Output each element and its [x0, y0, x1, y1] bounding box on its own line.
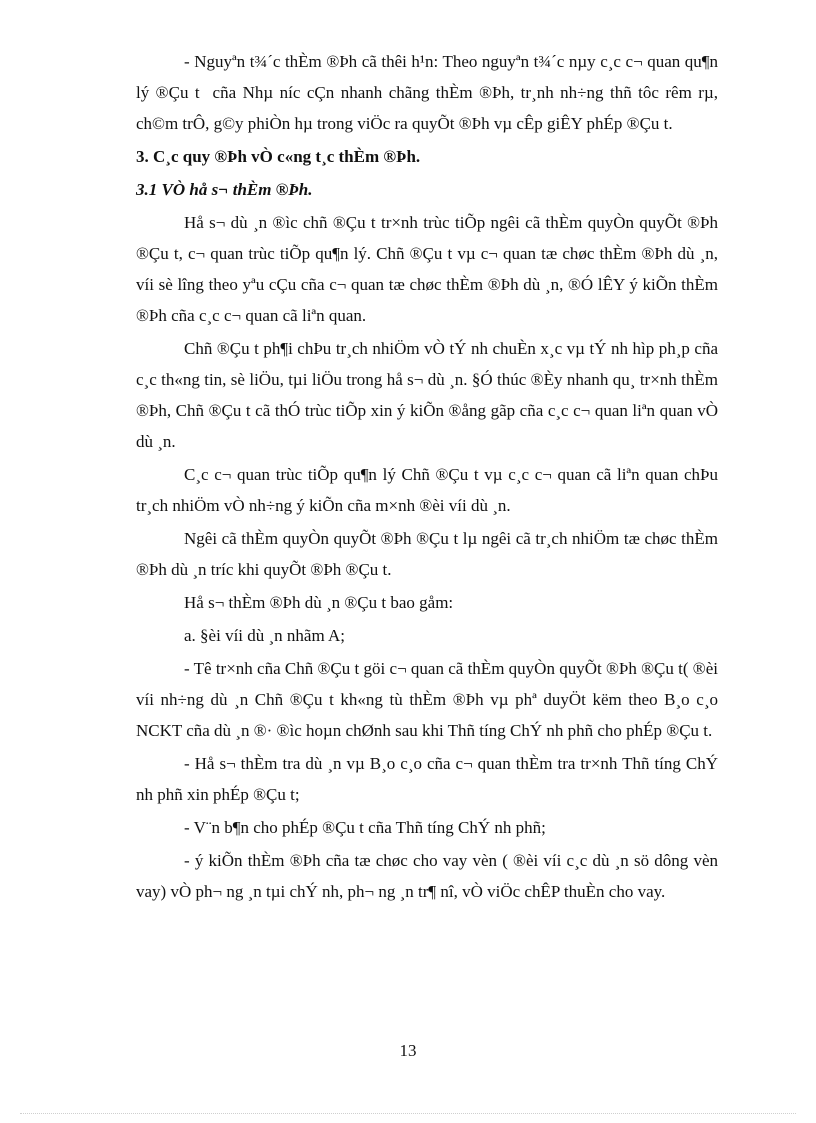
paragraph-principle-time: - Nguyªn t¾´c thÈm ®Þh cã thêi h¹n: Theo nguyªn t¾´c nµy c¸c c¬ quan qu¶n lý ®Çu t cña Nhµ níc cÇn nhanh chãng thÈm ®Þh, tr¸nh nh÷ng thñ tôc rêm rµ, ch©m trÔ, g©y phiÒn hµ trong viÖc ra quyÕt ®Þh vµ cÊp giÊY phÉp ®Çu t. — [136, 52, 718, 133]
paragraph-dossier-includes: Hå s¬ thÈm ®Þh dù ¸n ®Çu t bao gåm: — [184, 593, 454, 612]
footer-divider — [20, 1113, 796, 1114]
list-item-lender-opinion: - ý kiÕn thÈm ®Þh cña tæ chøc cho vay vèn ( ®èi víi c¸c dù ¸n sö dông vèn vay) vÒ ph¬ ng ¸n tµi chÝ nh, ph¬ ng ¸n tr¶ nî, vÒ viÖc chÊP thuÈn cho vay. — [136, 851, 718, 901]
page-number: 13 — [399, 1041, 417, 1060]
list-item-submission-letter: - Tê tr×nh cña Chñ ®Çu t göi c¬ quan cã thÈm quyÒn quyÕt ®Þh ®Çu t( ®èi víi nh÷ng dù ¸n Chñ ®Çu t kh«ng tù thÈm ®Þh vµ phª duyÖt këm theo B¸o c¸o NCKT cña dù ¸n ®· ®ìc hoµn chØnh sau khi Thñ tíng ChÝ nh phñ cho phÉp ®Çu t. — [136, 659, 718, 740]
section-heading: 3. C¸c quy ®Þh vÒ c«ng t¸c thÈm ®Þh. — [136, 147, 421, 166]
page-content — [136, 46, 718, 909]
paragraph-decision-maker: Ngêi cã thÈm quyÒn quyÕt ®Þh ®Çu t lµ ngêi cã tr¸ch nhiÖm tæ chøc thÈm ®Þh dù ¸n tríc khi quyÕt ®Þh ®Çu t. — [136, 529, 718, 579]
list-item-group-a: a. §èi víi dù ¸n nhãm A; — [184, 626, 346, 645]
paragraph-dossier-submission: Hå s¬ dù ¸n ®ìc chñ ®Çu t tr×nh trùc tiÕp ngêi cã thÈm quyÒn quyÕt ®Þh ®Çu t, c¬ quan trùc tiÕp qu¶n lý. Chñ ®Çu t vµ c¬ quan tæ chøc thÈm ®Þh dù ¸n, víi sè lîng theo yªu cÇu cña c¬ quan tæ chøc thÈm ®Þh dù ¸n, ®Ó lÊY ý kiÕn thÈm ®Þh cña c¸c c¬ quan cã liªn quan. — [136, 213, 718, 325]
list-item-appraisal-dossier: - Hå s¬ thÈm tra dù ¸n vµ B¸o c¸o cña c¬ quan thÈm tra tr×nh Thñ tíng ChÝ nh phñ xin phÉp ®Çu t; — [136, 754, 718, 804]
list-item-permission-document: - V¨n b¶n cho phÉp ®Çu t cña Thñ tíng ChÝ nh phñ; — [184, 818, 546, 837]
subsection-heading: 3.1 VÒ hå s¬ thÈm ®Þh. — [136, 180, 313, 199]
paragraph-agency-responsibility: C¸c c¬ quan trùc tiÕp qu¶n lý Chñ ®Çu t vµ c¸c c¬ quan cã liªn quan chÞu tr¸ch nhiÖm vÒ nh÷ng ý kiÕn cña m×nh ®èi víi dù ¸n. — [136, 465, 718, 515]
paragraph-investor-responsibility: Chñ ®Çu t ph¶i chÞu tr¸ch nhiÖm vÒ tÝ nh chuÈn x¸c vµ tÝ nh hìp ph¸p cña c¸c th«ng tin, sè liÖu, tµi liÖu trong hå s¬ dù ¸n. §Ó thúc ®Èy nhanh qu¸ tr×nh thÈm ®Þh, Chñ ®Çu t cã thÓ trùc tiÕp xin ý kiÕn ®ång gãp cña c¸c c¬ quan liªn quan vÒ dù ¸n. — [136, 339, 718, 451]
